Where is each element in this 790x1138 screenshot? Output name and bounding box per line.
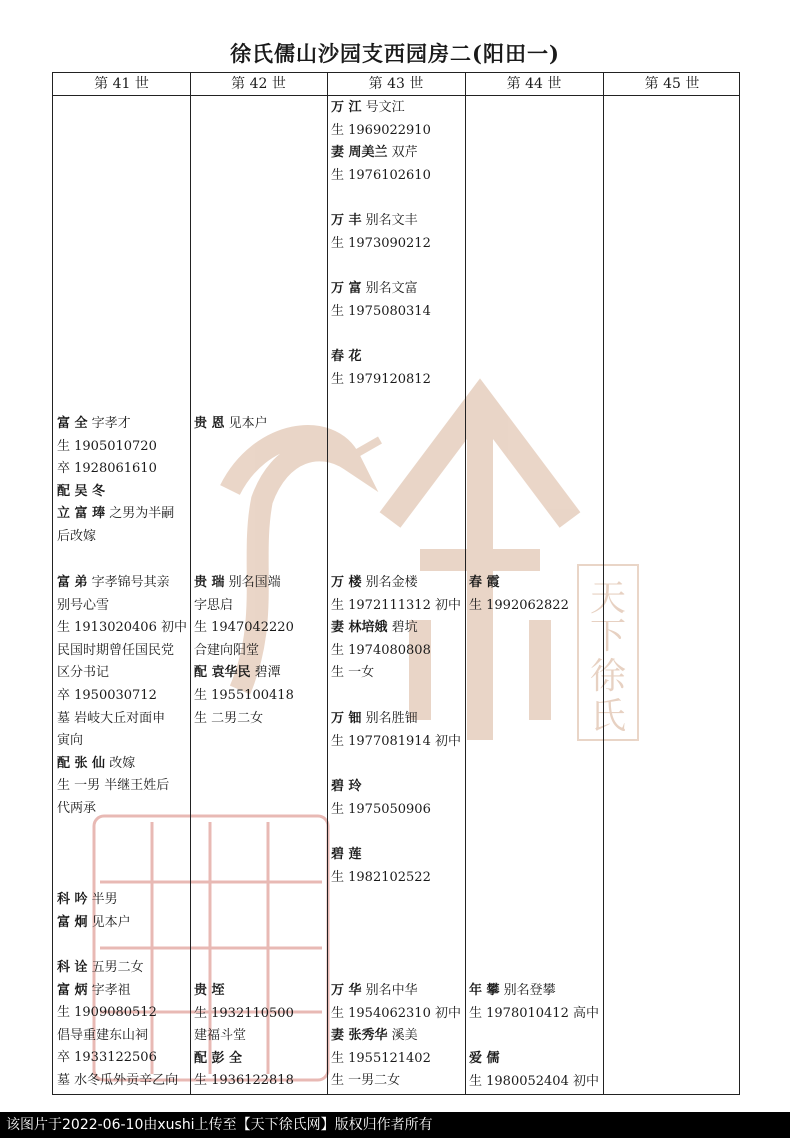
- entry-detail: 生 1955121402: [331, 1050, 431, 1066]
- column-header-44: 第 44 世: [506, 76, 562, 92]
- entry-line: [331, 120, 431, 143]
- entry-detail: 卒 1950030712: [57, 687, 157, 703]
- entry-guien: [194, 413, 268, 436]
- entry-line: [331, 708, 461, 731]
- entry-detail: 字思启: [194, 597, 234, 613]
- entry-detail: 生 1955100418: [194, 687, 294, 703]
- entry-chunxia: [469, 572, 569, 617]
- person-name: 万 楼: [331, 575, 362, 590]
- entry-detail: 生 1905010720: [57, 438, 157, 454]
- entry-line: [57, 662, 187, 685]
- entry-line: [57, 1070, 178, 1093]
- column-header-43: 第 43 世: [368, 76, 424, 92]
- entry-line: [57, 413, 174, 436]
- entry-detail: 别名文富: [361, 281, 418, 296]
- entry-line: [57, 617, 187, 640]
- person-name: 妻 林培娥: [331, 620, 388, 636]
- column-header-45: 第 45 世: [644, 76, 700, 92]
- entry-detail: 别名登攀: [499, 983, 556, 998]
- person-name: 立 富 琫: [57, 506, 106, 522]
- entry-line: [57, 980, 178, 1003]
- entry-detail: 字孝祖: [87, 982, 131, 998]
- entry-line: [57, 798, 187, 821]
- entry-line: [57, 685, 187, 708]
- entry-detail: 字孝才: [87, 416, 131, 431]
- entry-line: [331, 980, 461, 1003]
- entry-line: [57, 526, 174, 549]
- entry-line: [194, 1003, 294, 1026]
- page-title: 徐氏儒山沙园支西园房二(阳田一): [230, 41, 560, 66]
- person-name: 碧 玲: [331, 779, 362, 794]
- entry-line: [194, 1048, 294, 1071]
- entry-detail: 碧潭: [250, 665, 281, 681]
- entry-line: [194, 980, 294, 1003]
- entry-line: [331, 1025, 461, 1048]
- entry-line: [57, 1047, 178, 1070]
- entry-wanjiang: [331, 97, 431, 187]
- entry-detail: 之男为半嗣: [105, 506, 175, 522]
- entry-line: [194, 1025, 294, 1048]
- person-name: 万 华: [331, 983, 362, 998]
- entry-detail: 区分书记: [57, 665, 110, 681]
- entry-line: [469, 1071, 599, 1094]
- entry-detail: 生 1954062310 初中: [331, 1005, 461, 1021]
- entry-detail: 半男: [87, 892, 118, 907]
- entry-line: [194, 662, 294, 685]
- entry-line: [331, 799, 431, 822]
- person-name: 配 吴 冬: [57, 483, 106, 499]
- entry-detail: 生 1974080808: [331, 642, 431, 658]
- entry-line: [194, 708, 294, 731]
- entry-kequan: [57, 957, 178, 1093]
- entry-detail: 生 1909080512: [57, 1005, 157, 1021]
- person-name: 配 张 仙: [57, 755, 106, 771]
- person-name: 碧 莲: [331, 847, 362, 862]
- entry-detail: 号文江: [361, 100, 405, 115]
- entry-fudi: [57, 572, 187, 821]
- watermark-text-tian: 天: [589, 578, 627, 619]
- entry-detail: 生 一女: [331, 665, 375, 681]
- entry-keyin: [57, 889, 131, 934]
- entry-line: [194, 1070, 294, 1093]
- entry-detail: 见本户: [87, 914, 131, 930]
- entry-detail: 别名文丰: [361, 213, 418, 228]
- entry-detail: 代两承: [57, 800, 97, 816]
- entry-line: [57, 957, 178, 980]
- entry-detail: 碧坑: [387, 620, 418, 636]
- entry-detail: 生 1913020406 初中: [57, 620, 187, 636]
- entry-line: [57, 458, 174, 481]
- entry-detail: 生 1975080314: [331, 303, 431, 319]
- entry-line: [57, 640, 187, 663]
- entry-fuquan: [57, 413, 174, 549]
- entry-detail: 生 1992062822: [469, 597, 569, 613]
- entry-detail: 生 一男二女: [331, 1073, 401, 1089]
- entry-line: [469, 1048, 599, 1071]
- entry-detail: 后改嫁: [57, 528, 97, 544]
- entry-detail: 见本户: [224, 416, 268, 431]
- entry-line: [57, 436, 174, 459]
- entry-detail: 改嫁: [105, 755, 136, 771]
- entry-line: [331, 346, 431, 369]
- entry-detail: 合建向阳堂: [194, 642, 260, 658]
- entry-detail: 溪美: [387, 1028, 418, 1044]
- entry-line: [331, 731, 461, 754]
- entry-airu: [469, 1048, 599, 1093]
- entry-line: [57, 889, 131, 912]
- entry-line: [331, 369, 431, 392]
- person-name: 贵 垤: [194, 983, 225, 998]
- entry-line: [331, 844, 431, 867]
- entry-chunhua: [331, 346, 431, 391]
- entry-detail: 生 1978010412 高中: [469, 1005, 599, 1021]
- entry-wantian: [331, 708, 461, 753]
- entry-line: [57, 503, 174, 526]
- entry-line: [194, 572, 294, 595]
- person-name: 配 彭 全: [194, 1050, 243, 1066]
- entry-detail: 生 1976102610: [331, 167, 431, 183]
- entry-line: [57, 912, 131, 935]
- watermark-text-shi: 氏: [589, 696, 627, 737]
- entry-detail: 别号心雪: [57, 597, 110, 613]
- entry-detail: 生 二男二女: [194, 710, 264, 726]
- entry-detail: 五男二女: [87, 960, 144, 975]
- entry-line: [469, 572, 569, 595]
- entry-detail: 建福斗堂: [194, 1028, 247, 1044]
- person-name: 科 吟: [57, 892, 88, 907]
- entry-detail: 生 1975050906: [331, 801, 431, 817]
- person-name: 妻 周美兰: [331, 145, 388, 161]
- person-name: 妻 张秀华: [331, 1028, 388, 1044]
- entry-detail: 民国时期曾任国民党: [57, 642, 175, 658]
- person-name: 配 袁华民: [194, 665, 251, 681]
- entry-line: [57, 595, 187, 618]
- entry-line: [57, 481, 174, 504]
- entry-bilian: [331, 844, 431, 889]
- person-name: 贵 恩: [194, 416, 225, 431]
- entry-line: [194, 413, 268, 436]
- column-header-42: 第 42 世: [231, 76, 286, 92]
- person-name: 万 钿: [331, 711, 362, 726]
- entry-detail: 生 1979120812: [331, 371, 431, 387]
- person-name: 万 丰: [331, 213, 362, 228]
- person-name: 万 富: [331, 281, 362, 296]
- entry-detail: 生 1947042220: [194, 620, 294, 636]
- person-name: 年 攀: [469, 983, 500, 998]
- person-name: 春 花: [331, 349, 362, 364]
- person-name: 富 炯: [57, 914, 88, 930]
- entry-guizhi: [194, 980, 294, 1093]
- entry-detail: 生 1982102522: [331, 869, 431, 885]
- entry-line: [57, 775, 187, 798]
- entry-line: [331, 1003, 461, 1026]
- watermark-text-xia: 下: [589, 616, 627, 657]
- entry-line: [57, 1002, 178, 1025]
- entry-line: [331, 165, 431, 188]
- entry-detail: 生 1973090212: [331, 235, 431, 251]
- entry-line: [331, 572, 461, 595]
- entry-line: [194, 595, 294, 618]
- entry-nianpan: [469, 980, 599, 1025]
- entry-line: [57, 1025, 178, 1048]
- entry-detail: 别名胜钿: [361, 711, 418, 726]
- person-name: 富 炳: [57, 982, 88, 998]
- entry-line: [57, 753, 187, 776]
- entry-guirui: [194, 572, 294, 730]
- entry-detail: 生 一男 半继王姓后: [57, 778, 170, 794]
- entry-line: [469, 980, 599, 1003]
- entry-line: [57, 572, 187, 595]
- person-name: 贵 瑞: [194, 575, 225, 590]
- entry-detail: 生 1980052404 初中: [469, 1073, 599, 1089]
- column-header-41: 第 41 世: [94, 76, 149, 92]
- entry-detail: 别名国端: [224, 575, 281, 590]
- entry-detail: 卒 1928061610: [57, 461, 157, 477]
- entry-line: [331, 617, 461, 640]
- copyright-footer: 该图片于2022-06-10由xushi上传至【天下徐氏网】版权归作者所有: [0, 1112, 790, 1138]
- entry-line: [469, 595, 569, 618]
- entry-detail: 墓 岩岐大丘对面申: [57, 710, 166, 726]
- entry-line: [57, 730, 187, 753]
- entry-line: [331, 867, 431, 890]
- person-name: 春 霞: [469, 575, 500, 590]
- person-name: 科 诠: [57, 960, 88, 975]
- entry-line: [331, 97, 431, 120]
- entry-biling: [331, 776, 431, 821]
- entry-line: [331, 301, 431, 324]
- entry-wanhua: [331, 980, 461, 1093]
- entry-detail: 别名中华: [361, 983, 418, 998]
- person-name: 富 弟: [57, 575, 88, 590]
- person-name: 万 江: [331, 100, 362, 115]
- entry-detail: 卒 1933122506: [57, 1050, 157, 1066]
- entry-line: [194, 617, 294, 640]
- entry-detail: 墓 水冬瓜外贡辛乙向: [57, 1072, 179, 1088]
- entry-detail: 寅向: [57, 733, 84, 749]
- entry-detail: 双芹: [387, 145, 418, 161]
- entry-wanfeng: [331, 210, 431, 255]
- entry-line: [331, 1048, 461, 1071]
- entry-line: [469, 1003, 599, 1026]
- watermark-text-xu: 徐: [589, 656, 627, 697]
- entry-line: [331, 142, 431, 165]
- entry-line: [331, 640, 461, 663]
- entry-line: [194, 685, 294, 708]
- entry-line: [331, 278, 431, 301]
- entry-detail: 别名金楼: [361, 575, 418, 590]
- person-name: 爱 儒: [469, 1051, 500, 1066]
- entry-line: [194, 640, 294, 663]
- genealogy-table: [52, 72, 740, 1095]
- entry-detail: 生 1969022910: [331, 122, 431, 138]
- entry-detail: 生 1932110500: [194, 1005, 294, 1021]
- entry-wanfu: [331, 278, 431, 323]
- entry-line: [331, 776, 431, 799]
- entry-detail: 倡导重建东山祠: [57, 1027, 149, 1043]
- entry-detail: 生 1936122818: [194, 1073, 294, 1089]
- entry-line: [331, 595, 461, 618]
- entry-line: [331, 1070, 461, 1093]
- entry-detail: 生 1972111312 初中: [331, 597, 461, 613]
- entry-line: [331, 662, 461, 685]
- person-name: 富 全: [57, 416, 88, 431]
- entry-detail: 字孝锦号其亲: [87, 575, 170, 590]
- entry-wanlou: [331, 572, 461, 685]
- entry-line: [331, 233, 431, 256]
- entry-line: [57, 708, 187, 731]
- entry-detail: 生 1977081914 初中: [331, 733, 461, 749]
- entry-line: [331, 210, 431, 233]
